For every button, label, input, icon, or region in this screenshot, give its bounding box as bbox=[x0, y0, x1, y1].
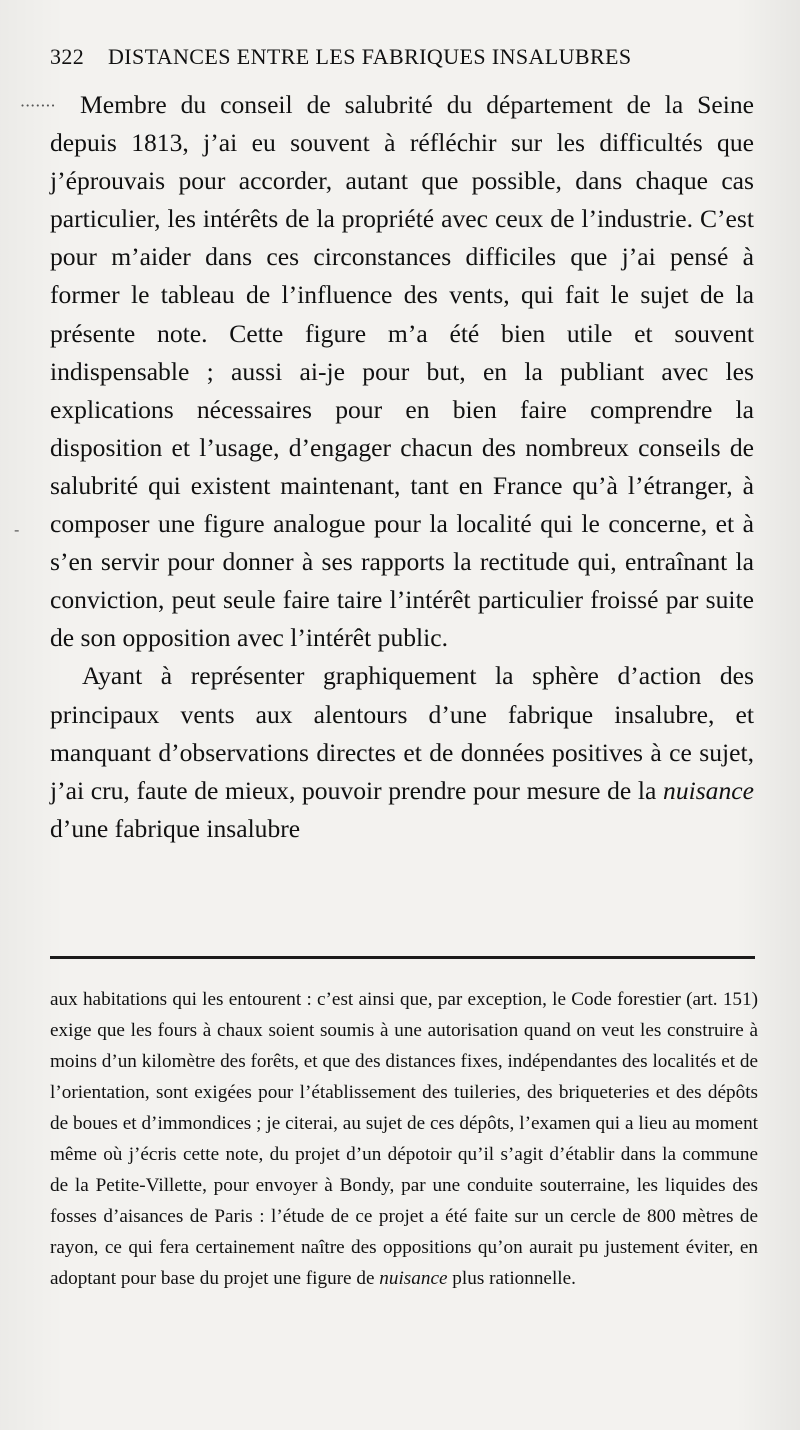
main-text bbox=[50, 86, 754, 848]
paragraph-2-tail: d’une fabrique insalubre bbox=[50, 813, 301, 843]
page-number: 322 bbox=[50, 44, 85, 69]
footnote-separator bbox=[50, 956, 755, 959]
paragraph-1 bbox=[50, 86, 754, 657]
margin-mark-top: ······· bbox=[20, 96, 56, 115]
margin-mark-middle: - bbox=[14, 520, 20, 539]
footnote bbox=[50, 984, 758, 1294]
paragraph-2 bbox=[50, 657, 754, 847]
footnote-paragraph bbox=[50, 984, 758, 1294]
footnote-italic: nuisance bbox=[379, 1268, 448, 1289]
paragraph-1-text: Membre du conseil de salubrité du département de la Seine depuis 1813, j’ai eu souvent à réfléchir sur les difficultés que j’éprouvais pour accorder, autant que possible, dans chaque cas particulier, les intérêts de la propriété avec ceux de l’industrie. C’est pour m’aider dans ces circonstances difficiles que j’ai pensé à former le tableau de l’influence des vents, qui fait le sujet de la présente note. Cette figure m’a été bien utile et souvent indispensable ; aussi ai-je pour but, en la publiant avec les explications nécessaires pour en bien faire comprendre la disposition et l’usage, d’engager chacun des nombreux conseils de salubrité qui existent maintenant, tant en France qu’à l’étranger, à composer une figure analogue pour la localité qui le concerne, et à s’en servir pour donner à ses rapports la rectitude qui, entraînant la conviction, peut seule faire taire l’intérêt particulier froissé par suite de son opposition avec l’intérêt public. bbox=[50, 90, 754, 653]
page-header bbox=[50, 44, 750, 74]
nuisance-italic: nuisance bbox=[663, 775, 754, 805]
running-title: DISTANCES ENTRE LES FABRIQUES INSALUBRES bbox=[108, 44, 632, 69]
footnote-lead: aux habitations qui les entourent : c’est ainsi que, par exception, le Code forestier (art. 151) exige que les fours à chaux soient soumis à une autorisation quand on veut les construire à moins d’un kilomètre des forêts, et que des distances fixes, indépendantes des localités et de l’orientation, sont exigées pour l’établissement des tuileries, des briqueteries et des dépôts de boues et d’immondices ; je citerai, au sujet de ces dépôts, l’examen qui a lieu au moment même où j’écris cette note, du projet d’un dépotoir qu’il s’agit d’établir dans la commune de la Petite-Villette, pour envoyer à Bondy, par une conduite souterraine, les liquides des fosses d’aisances de Paris : l’étude de ce projet a été faite sur un cercle de 800 mètres de rayon, ce qui fera certainement naître des oppositions qu’on aurait pu justement éviter, en adoptant pour base du projet une figure de bbox=[50, 989, 758, 1289]
paragraph-2-lead: Ayant à représenter graphiquement la sphère d’action des principaux vents aux alentours d’une fabrique insalubre, et manquant d’observations directes et de données positives à ce sujet, j’ai cru, faute de mieux, pouvoir prendre pour mesure de la bbox=[50, 661, 754, 805]
footnote-tail: plus rationnelle. bbox=[447, 1268, 576, 1289]
